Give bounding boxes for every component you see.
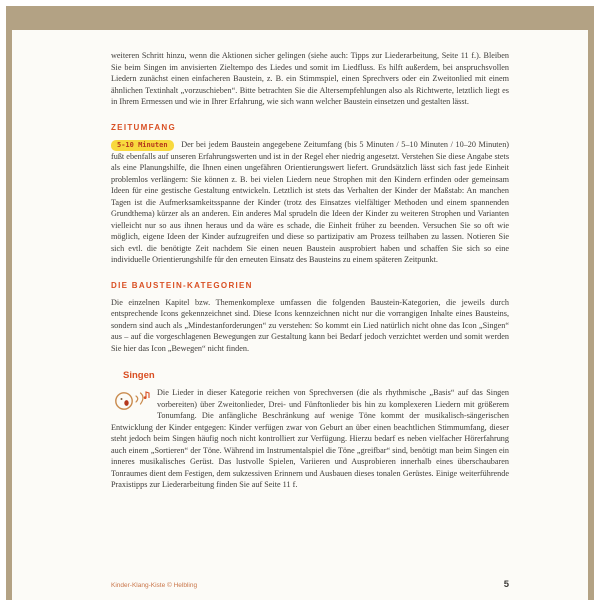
footer-imprint: Kinder-Klang-Kiste © Helbling: [111, 582, 198, 589]
book-page: [12, 30, 588, 600]
page-footer: [111, 579, 509, 590]
zeitumfang-paragraph: Der bei jedem Baustein angegebene Zeitumfang (bis 5 Minuten / 5–10 Minuten / 10–20 Minuten) fußt ebenfalls auf unseren Erfahrungswerten und ist in der Regel eher niedrig angesetzt. Verstehen Sie diese Angabe stets als eine Planungshilfe, die Ihnen einen ungefähren Orientierungswert liefert. Grundsätzlich lässt sich fast jede Einheit problemlos verlängern: Sie können z. B. bei vielen Liedern neue Strophen mit den Kindern erfinden oder gemeinsam Ideen für eine gestische Gestaltung entwickeln. Letztlich ist stets das Verhalten der Kinder der Maßstab: An manchen Tagen ist die Aufmerksamkeitsspanne der Kinder (trotz des Einsatzes vielfältiger Methoden und einem spannenden Grundthema) kürzer als an anderen. Ein anderes Mal sprudeln die Ideen der Kinder zu weiteren Strophen und Varianten vielleicht nur so aus ihnen heraus und da wäre es schade, die Einheit früher zu beenden. Versuchen Sie so oft wie möglich, eigene Ideen der Kinder aufzugreifen und diese so partizipativ am Prozess teilhaben zu lassen. Notieren Sie sich evtl. die benötigte Zeit nachdem Sie einen neuen Baustein ausprobiert haben und schaffen Sie sich so eine individuelle Orientierungshilfe für den erneuten Einsatz des Bausteins zu einem späteren Zeitpunkt.: [111, 139, 510, 264]
singen-paragraph-wrap: [111, 387, 509, 491]
page-number: 5: [503, 579, 509, 590]
intro-paragraph: weiteren Schritt hinzu, wenn die Aktionen sicher gelingen (siehe auch: Tipps zur Liederarbeitung, Seite 11 f.). Bleiben Sie beim Singen im anvisierten Zieltempo des Liedes und somit im Liedfluss. Es hilft außerdem, bei anspruchsvollen Liedern zunächst einen einfacheren Baustein, z. B. ein Stimmspiel, einen Sprechvers oder ein Zweitonlied mit einem ähnlichen Textinhalt „vorzuschieben“. Bitte betrachten Sie die Altersempfehlungen also als Richtwerte, letztlich liegt es in Ihrem Ermessen und wie in Ihrer Erfahrung, wie sich wann welcher Baustein einsetzen und gestalten lässt.: [111, 51, 509, 106]
photo-background: [6, 6, 594, 600]
section-heading-zeitumfang: ZEITUMFANG: [111, 122, 176, 132]
duration-badge: 5-10 Minuten: [111, 140, 174, 151]
singen-icon: [111, 388, 153, 412]
zeitumfang-paragraph-wrap: [111, 139, 509, 266]
singen-paragraph: Die Lieder in dieser Kategorie reichen von Sprechversen (die als rhythmische „Basis“ auf das Singen vorbereiten) über Zweitonlieder, Drei- und Fünftonlieder bis hin zu komplexeren Liedern mit größerem Tonumfang. Die anfängliche Beschränkung auf wenige Töne kommt der musikalisch-sängerischen Entwicklung der Kinder entgegen: Kinder verfügen zwar von Geburt an über einen beachtlichen Stimmumfang, dieser steht jedoch beim Singen häufig noch nicht kontrolliert zur Verfügung. Hierzu bedarf es neben vielfacher Hörerfahrung auch einem „Sortieren“ der Töne. Während im Instrumentalspiel die Töne „greifbar“ sind, benötigt man beim Singen ein inneres musikalisches Gerüst. Das lustvolle Spielen, Variieren und Ausprobieren innerhalb eines überschaubaren Tonraumes dient dem Festigen, dem sukzessiven Erinnern und Ausbauen dieses tonalen Gerüstes. Einige weiterführende Praxistipps zur Liederarbeitung finden Sie auf Seite 11 f.: [111, 388, 509, 489]
section-heading-singen: Singen: [123, 370, 155, 381]
section-heading-kategorien: DIE BAUSTEIN-KATEGORIEN: [111, 280, 253, 290]
kategorien-paragraph: Die einzelnen Kapitel bzw. Themenkomplexe umfassen die folgenden Baustein-Kategorien, die jeweils durch entsprechende Icons gekennzeichnet sind. Diese Icons kennzeichnen nicht nur die vorrangigen Inhalte eines Bausteins, sondern sind auch als „Mindestanforderungen“ zu verstehen: So kommt ein Lied natürlich nicht ohne das Icon „Singen“ aus – auf die vorgeschlagenen Bewegungen zur Gestaltung kann bei Bedarf jedoch verzichtet werden und somit werden Sie hier das Icon „Bewegen“ nicht finden.: [111, 297, 509, 353]
